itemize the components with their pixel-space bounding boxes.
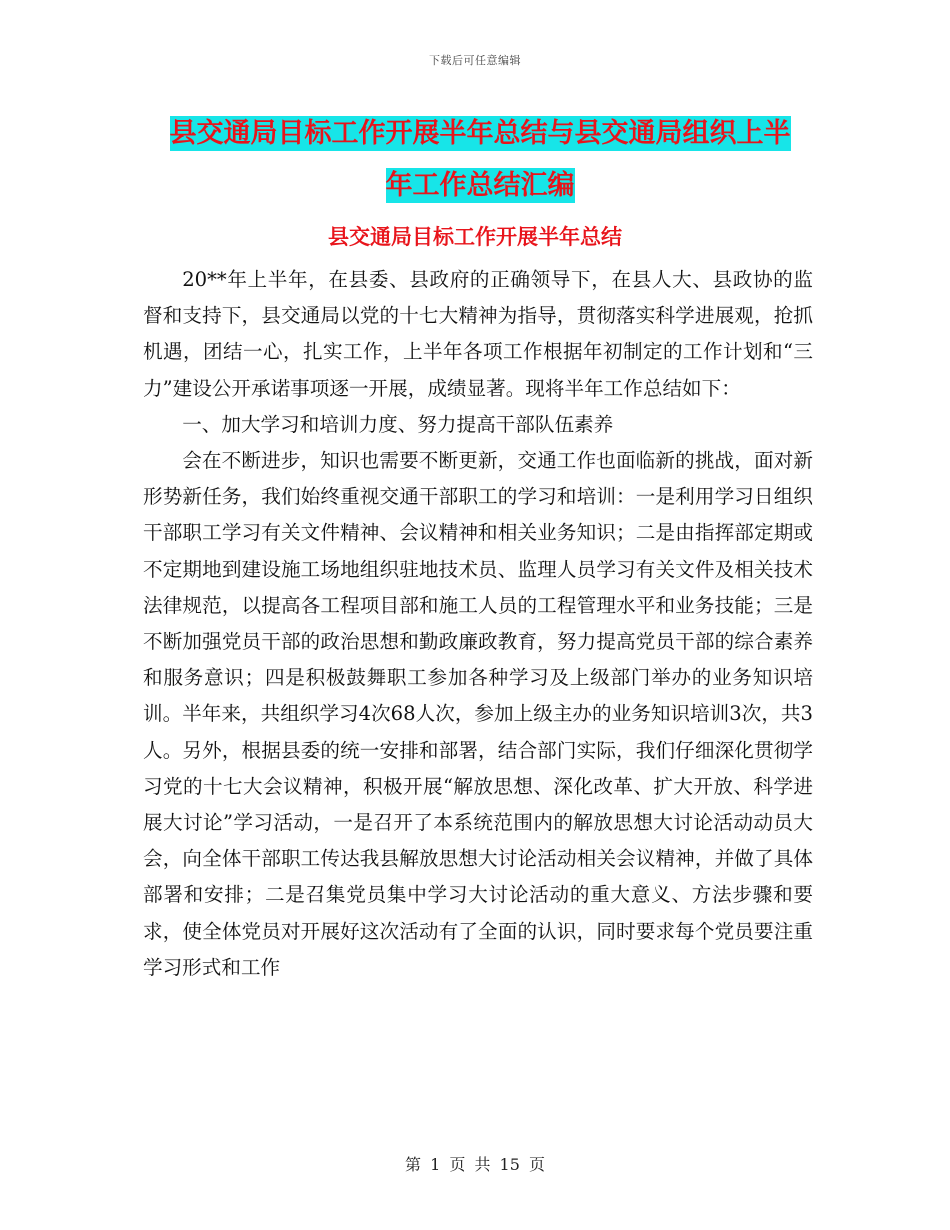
paragraph-intro: 20**年上半年，在县委、县政府的正确领导下，在县人大、县政协的监督和支持下，县交通局以党的十七大精神为指导，贯彻落实科学进展观，抢抓机遇，团结一心，扎实工作，上半年各项工作根据年初制定的工作计划和“三力”建设公开承诺事项逐一开展，成绩显著。现将半年工作总结如下： <box>143 268 813 400</box>
paragraph-heading-1: 一、加大学习和培训力度、努力提高干部队伍素养 <box>182 412 614 436</box>
document-title-line-2: 年工作总结汇编 <box>385 170 575 201</box>
document-body <box>143 262 813 986</box>
page-header-note: 下载后可任意编辑 <box>429 54 521 67</box>
document-title-line-1: 县交通局目标工作开展半年总结与县交通局组织上半 <box>169 118 791 149</box>
paragraph-training: 会在不断进步，知识也需要不断更新，交通工作也面临新的挑战，面对新形势新任务，我们始终重视交通干部职工的学习和培训：一是利用学习日组织干部职工学习有关文件精神、会议精神和相关业务知识；二是由指挥部定期或不定期地到建设施工场地组织驻地技术员、监理人员学习有关文件及相关技术法律规范，以提高各工程项目部和施工人员的工程管理水平和业务技能；三是不断加强党员干部的政治思想和勤政廉政教育，努力提高党员干部的综合素养和服务意识；四是积极鼓舞职工参加各种学习及上级部门举办的业务知识培训。半年来，共组织学习4次68人次，参加上级主办的业务知识培训3次，共3人。另外，根据县委的统一安排和部署，结合部门实际，我们仔细深化贯彻学习党的十七大会议精神，积极开展“解放思想、深化改革、扩大开放、科学进展大讨论”学习活动，一是召开了本系统范围内的解放思想大讨论活动动员大会，向全体干部职工传达我县解放思想大讨论活动相关会议精神，并做了具体部署和安排；二是召集党员集中学习大讨论活动的重大意义、方法步骤和要求，使全体党员对开展好这次活动有了全面的认识，同时要求每个党员要注重学习形式和工作 <box>143 449 813 979</box>
document-title <box>150 108 810 212</box>
section-title: 县交通局目标工作开展半年总结 <box>328 225 622 249</box>
page-number: 第 1 页 共 15 页 <box>405 1155 545 1174</box>
